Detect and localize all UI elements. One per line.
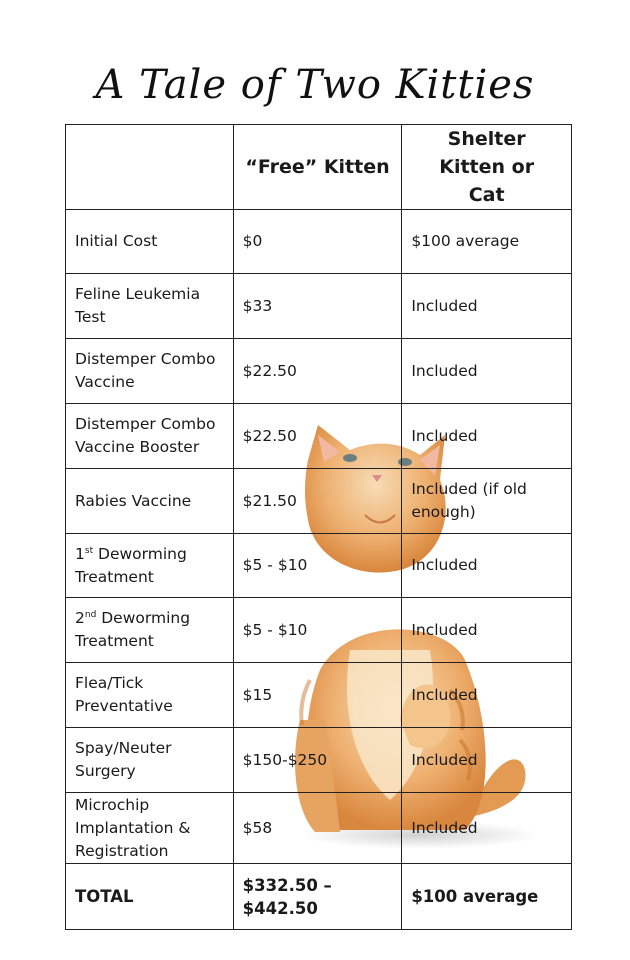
shelter-cost: Included [402, 274, 572, 339]
table-row [66, 210, 572, 274]
free-cost: $5 - $10 [233, 598, 402, 663]
header-shelter-kitten: Shelter Kitten or Cat [402, 125, 572, 210]
table-row [66, 534, 572, 598]
page-title: A Tale of Two Kitties [95, 62, 535, 108]
shelter-cost: Included [402, 534, 572, 598]
header-empty-cell [66, 125, 234, 210]
shelter-cost: Included [402, 339, 572, 404]
total-label: TOTAL [66, 864, 234, 930]
shelter-cost: Included [402, 663, 572, 728]
cost-comparison-table [65, 124, 572, 930]
ordinal-suffix: nd [84, 609, 97, 620]
free-cost: $58 [233, 793, 402, 864]
table-row [66, 793, 572, 864]
free-cost: $150-$250 [233, 728, 402, 793]
free-cost: $22.50 [233, 339, 402, 404]
row-label: Distemper Combo Vaccine Booster [66, 404, 234, 469]
table-row [66, 274, 572, 339]
shelter-cost: Included (if old enough) [402, 469, 572, 534]
row-label [66, 598, 234, 663]
shelter-cost: Included [402, 598, 572, 663]
row-label: Flea/Tick Preventative [66, 663, 234, 728]
shelter-cost: Included [402, 728, 572, 793]
total-free-cost: $332.50 – $442.50 [233, 864, 402, 930]
table-row [66, 404, 572, 469]
row-label: Spay/Neuter Surgery [66, 728, 234, 793]
table-header-row [66, 125, 572, 210]
row-label: Feline Leukemia Test [66, 274, 234, 339]
row-label-text: Deworming Treatment [75, 544, 187, 586]
ordinal-number: 2 [75, 609, 85, 627]
table-row [66, 339, 572, 404]
row-label: Distemper Combo Vaccine [66, 339, 234, 404]
row-label: Initial Cost [66, 210, 234, 274]
free-cost: $22.50 [233, 404, 402, 469]
row-label: Microchip Implantation & Registration [66, 793, 234, 864]
free-cost: $0 [233, 210, 402, 274]
table-row [66, 598, 572, 663]
table-row [66, 663, 572, 728]
row-label-text: Deworming Treatment [75, 609, 191, 650]
table-row [66, 728, 572, 793]
row-label: Rabies Vaccine [66, 469, 234, 534]
shelter-cost: Included [402, 793, 572, 864]
row-label [66, 534, 234, 598]
shelter-cost: $100 average [402, 210, 572, 274]
free-cost: $33 [233, 274, 402, 339]
header-free-kitten: “Free” Kitten [233, 125, 402, 210]
table-row [66, 469, 572, 534]
total-shelter-cost: $100 average [402, 864, 572, 930]
shelter-cost: Included [402, 404, 572, 469]
ordinal-suffix: st [84, 545, 94, 556]
free-cost: $5 - $10 [233, 534, 402, 598]
free-cost: $15 [233, 663, 402, 728]
free-cost: $21.50 [233, 469, 402, 534]
total-row [66, 864, 572, 930]
ordinal-number: 1 [75, 544, 85, 563]
